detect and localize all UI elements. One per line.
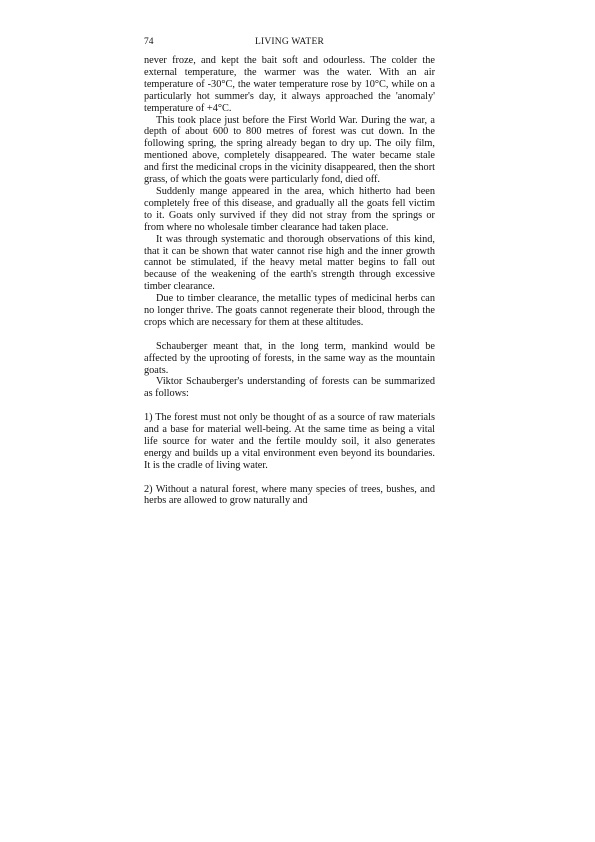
- page-header: [144, 36, 435, 50]
- paragraph-continued: never froze, and kept the bait soft and odourless. The colder the external temperature, the warmer was the water. With an air temperature of -30°C, the water temperature rose by 10°C, while on a particularly hot summer's day, it always approached the 'anomaly' temperature of +4°C.: [144, 55, 435, 114]
- paragraph-first-world-war: This took place just before the First World War. During the war, a depth of about 600 to 800 metres of forest was cut down. In the following spring, the spring already began to dry up. The oily film, mentioned above, completely disappeared. The water became stale and first the medicinal crops in the vicinity disappeared, then the short grass, of which the goats were particularly fond, died off.: [144, 114, 435, 186]
- running-title: LIVING WATER: [255, 37, 324, 47]
- paragraph-timber-clearance: Due to timber clearance, the metallic types of medicinal herbs can no longer thrive. The goats cannot regenerate their blood, through the crops which are necessary for them at these altitudes.: [144, 293, 435, 328]
- paragraph-long-term: Schauberger meant that, in the long term, mankind would be affected by the uprooting of forests, in the same way as the mountain goats.: [144, 340, 435, 376]
- book-page: [144, 36, 435, 507]
- list-item-2: 2) Without a natural forest, where many species of trees, bushes, and herbs are allowed to grow naturally and: [144, 483, 435, 507]
- paragraph-observations: It was through systematic and thorough observations of this kind, that it can be shown that water cannot rise high and the inner growth cannot be stimulated, if the heavy metal matter begins to fall out because of the weakening of the earth's strength through excessive timber clearance.: [144, 233, 435, 293]
- body-text: [144, 55, 435, 507]
- page-number: 74: [144, 37, 154, 47]
- paragraph-mange: Suddenly mange appeared in the area, which hitherto had been completely free of this disease, and gradually all the goats fell victim to it. Goats only survived if they did not stray from the springs or from where no wholesale timber clearance had taken place.: [144, 185, 435, 233]
- list-item-1: 1) The forest must not only be thought of as a source of raw materials and a base for material well-being. At the same time as being a vital life source for water and the fertile mouldy soil, it also generates energy and builds up a vital environment even beyond its boundaries. It is the cradle of living water.: [144, 412, 435, 471]
- paragraph-summary-intro: Viktor Schauberger's understanding of forests can be summarized as follows:: [144, 376, 435, 400]
